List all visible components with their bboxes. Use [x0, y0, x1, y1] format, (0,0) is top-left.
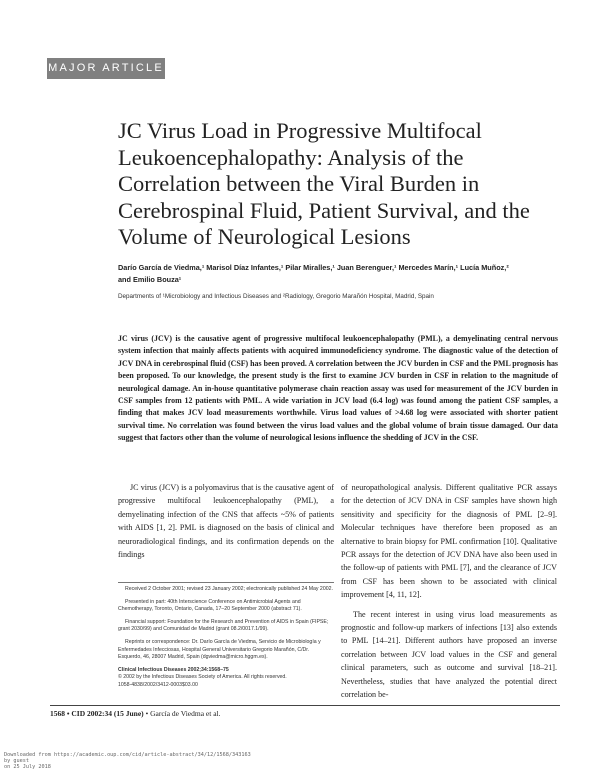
body-paragraph: JC virus (JCV) is a polyomavirus that is the causative agent of progressive multifocal leukoencephalopathy (PML), a demyelinating infection of the CNS that affects ~5% of patients with AIDS [1, 2]. PML is diagnosed on the basis of clinical and neuroradiological findings, and its confirmation depends on the findings: [118, 483, 334, 560]
footnote-received: Received 2 October 2001; revised 23 January 2002; electronically published 24 May 2002.: [125, 586, 333, 592]
issn: 1058-4838/2002/3412-0003$03.00: [118, 681, 198, 688]
footnote-reprints: Reprints or correspondence: Dr. Darío García de Viedma, Servicio de Microbiología y Enfermedades Infecciosas, Hospital General Universitario Gregorio Marañón, C/Dr. Esquerdo, 46, 28007 Madrid, Spain (dgviedma@micro.hggm.es).: [118, 638, 321, 661]
author-line-1: Darío García de Viedma,¹ Marisol Díaz Infantes,¹ Pilar Miralles,¹ Juan Berenguer,¹ Mercedes Marín,¹ Lucía Muñoz,²: [118, 263, 509, 272]
journal-citation: Clinical Infectious Diseases 2002;34:1568–75: [118, 666, 229, 673]
body-paragraph: of neuropathological analysis. Different qualitative PCR assays for the detection of JCV DNA in CSF samples have shown high sensitivity and specificity for the diagnosis of PML [2–9]. Molecular techniques have therefore been proposed as an alternative to brain biopsy for PML confirmation [10]. Qualitative PCR assays for the detection of JCV DNA have also been used in the follow-up of patients with PML [7], and the clearance of JCV from CSF has been shown to be associated with clinical improvement [4, 11, 12].: [341, 483, 557, 600]
body-column-right: [341, 481, 557, 702]
author-affiliations: Departments of ¹Microbiology and Infectious Diseases and ²Radiology, Gregorio Marañón Hospital, Madrid, Spain: [118, 293, 434, 300]
footnote-divider: [118, 582, 334, 583]
footnote-presented: Presented in part: 40th Interscience Conference on Antimicrobial Agents and Chemotherapy, Toronto, Ontario, Canada, 17–20 September 2000 (abstract 71).: [118, 598, 302, 613]
footnote-support: Financial support: Foundation for the Research and Prevention of AIDS in Spain (FIPSE; grant 2030/99) and Comunidad de Madrid (grant 08.2/0017.1/99).: [118, 618, 329, 633]
copyright-notice: © 2002 by the Infectious Diseases Society of America. All rights reserved.: [118, 674, 287, 681]
author-list: [118, 262, 558, 285]
footnotes: [118, 586, 334, 695]
abstract: JC virus (JCV) is the causative agent of progressive multifocal leukoencephalopathy (PML), a demyelinating central nervous system infection that mainly affects patients with acquired immunodeficiency syndrome. The diagnostic value of the detection of JCV DNA in cerebrospinal fluid (CSF) has been proved. A correlation between the JCV burden in CSF and the PML prognosis has been proposed. To our knowledge, the present study is the first to examine JCV burden in CSF in relation to the magnitude of neurological damage. An in-house quantitative polymerase chain reaction assay was used for measurement of the JCV burden in CSF samples from 12 patients with PML. A wide variation in JCV load (6.4 log) was found among the patient CSF samples, a finding that makes JCV load measurements worthwhile. Virus load values of >4.68 log were associated with shorter patient survival time. No correlation was found between the virus load values and the global volume of brain tissue damaged. Our data suggest that factors other than the volume of neurological lesions influence the shedding of JCV in the CSF.: [118, 334, 558, 443]
download-watermark: Downloaded from https://academic.oup.com/cid/article-abstract/34/12/1568/343163 by guest on 25 July 2018: [4, 752, 251, 771]
body-column-left: [118, 481, 334, 561]
footer-divider: [50, 705, 560, 706]
article-title: JC Virus Load in Progressive Multifocal Leukoencephalopathy: Analysis of the Correlation between the Viral Burden in Cerebrospinal Fluid, Patient Survival, and the Volume of Neurological Lesions: [118, 118, 530, 249]
author-line-2: and Emilio Bouza¹: [118, 274, 182, 284]
article-type-label: MAJOR ARTICLE: [47, 58, 165, 79]
footer-journal: CID 2002:34 (15 June): [71, 709, 144, 718]
footer-author: García de Viedma et al.: [150, 709, 221, 718]
footnote-publication: [118, 667, 334, 690]
page-footer: 1568 • CID 2002:34 (15 June) • García de Viedma et al.: [50, 709, 221, 718]
page-number: 1568: [50, 709, 65, 718]
body-paragraph: The recent interest in using virus load measurements as prognostic and follow-up markers of infections [13] also extends to PML [14–21]. Different authors have proposed an inverse correlation between JCV load values in the CSF and general clinical parameters, such as outcome and survival [18–21]. Nevertheless, studies that have analyzed the potential direct correlation be-: [341, 609, 557, 700]
